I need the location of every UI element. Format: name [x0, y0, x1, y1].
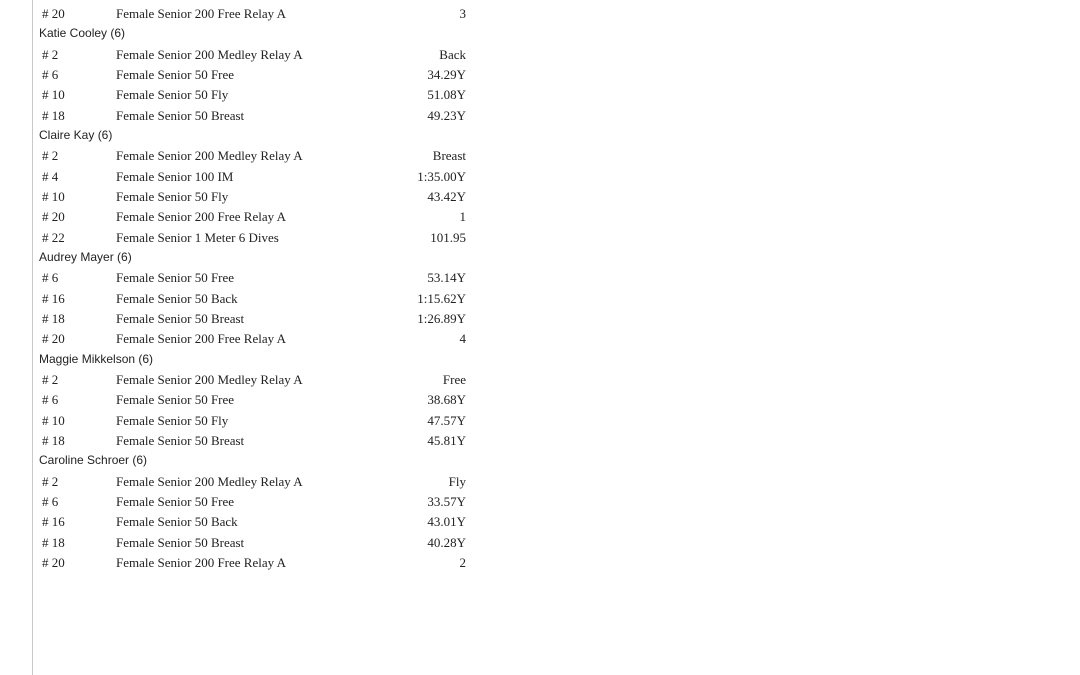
- entry-row: [0, 390, 520, 410]
- event-number: # 10: [42, 189, 65, 205]
- event-name: Female Senior 50 Breast: [116, 107, 245, 123]
- event-number: # 20: [42, 331, 65, 347]
- event-name: Female Senior 200 Medley Relay A: [116, 148, 303, 164]
- event-name: Female Senior 100 IM: [116, 168, 234, 184]
- entry-row: [0, 85, 520, 105]
- entry-time: Breast: [432, 148, 466, 164]
- event-number: # 16: [42, 290, 65, 306]
- swimmer-name: Claire Kay (6): [39, 127, 113, 142]
- entry-row: [0, 106, 520, 126]
- entry-time: 34.29Y: [427, 67, 466, 83]
- entry-time: 1: [459, 209, 466, 225]
- event-number: # 2: [42, 148, 59, 164]
- entry-row: [0, 167, 520, 187]
- entry-row: [0, 553, 520, 573]
- entry-time: Back: [439, 46, 466, 62]
- event-name: Female Senior 200 Medley Relay A: [116, 473, 303, 489]
- entry-row: [0, 146, 520, 166]
- entry-time: Fly: [448, 473, 466, 489]
- event-name: Female Senior 50 Free: [116, 67, 235, 83]
- entry-row: [0, 411, 520, 431]
- event-name: Female Senior 50 Breast: [116, 534, 245, 550]
- entries-list: [0, 4, 520, 573]
- event-number: # 2: [42, 372, 59, 388]
- event-number: # 18: [42, 534, 65, 550]
- swimmer-name: Maggie Mikkelson (6): [39, 351, 154, 366]
- entry-row: [0, 370, 520, 390]
- event-name: Female Senior 50 Fly: [116, 412, 229, 428]
- event-number: # 6: [42, 494, 59, 510]
- event-number: # 20: [42, 209, 65, 225]
- event-number: # 16: [42, 514, 65, 530]
- entry-row: [0, 309, 520, 329]
- entry-row: [0, 472, 520, 492]
- entry-row: [0, 187, 520, 207]
- event-name: Female Senior 200 Free Relay A: [116, 209, 287, 225]
- event-number: # 6: [42, 270, 59, 286]
- entry-row: [0, 431, 520, 451]
- event-number: # 20: [42, 555, 65, 571]
- event-name: Female Senior 50 Back: [116, 514, 238, 530]
- event-number: # 4: [42, 168, 59, 184]
- event-number: # 6: [42, 392, 59, 408]
- event-name: Female Senior 50 Free: [116, 270, 235, 286]
- entry-row: [0, 533, 520, 553]
- event-number: # 2: [42, 473, 59, 489]
- entry-row: [0, 228, 520, 248]
- entry-time: 49.23Y: [427, 107, 466, 123]
- entry-time: 1:15.62Y: [417, 290, 466, 306]
- entry-time: 45.81Y: [427, 433, 466, 449]
- event-name: Female Senior 200 Free Relay A: [116, 6, 287, 21]
- swimmer-name: Katie Cooley (6): [39, 26, 126, 41]
- entry-time: 4: [459, 331, 466, 347]
- event-number: # 18: [42, 107, 65, 123]
- event-name: Female Senior 200 Free Relay A: [116, 555, 287, 571]
- swimmer-name: Audrey Mayer (6): [39, 249, 132, 264]
- event-number: # 18: [42, 433, 65, 449]
- event-name: Female Senior 50 Free: [116, 392, 235, 408]
- entry-row: [0, 207, 520, 227]
- event-number: # 20: [42, 6, 65, 21]
- entry-time: 33.57Y: [427, 494, 466, 510]
- entry-time: 43.42Y: [427, 189, 466, 205]
- entry-time: 1:35.00Y: [417, 168, 466, 184]
- entry-time: Free: [442, 372, 466, 388]
- event-name: Female Senior 200 Free Relay A: [116, 331, 287, 347]
- entry-time: 2: [459, 555, 466, 571]
- entry-row: [0, 4, 520, 24]
- entry-time: 38.68Y: [427, 392, 466, 408]
- event-name: Female Senior 50 Free: [116, 494, 235, 510]
- entry-time: 43.01Y: [427, 514, 466, 530]
- event-number: # 22: [42, 229, 65, 245]
- event-name: Female Senior 50 Breast: [116, 311, 245, 327]
- swimmer-name: Caroline Schroer (6): [39, 453, 148, 468]
- event-number: # 6: [42, 67, 59, 83]
- event-name: Female Senior 50 Breast: [116, 433, 245, 449]
- event-number: # 18: [42, 311, 65, 327]
- entry-time: 51.08Y: [427, 87, 466, 103]
- entry-time: 47.57Y: [427, 412, 466, 428]
- entry-time: 40.28Y: [427, 534, 466, 550]
- event-number: # 10: [42, 87, 65, 103]
- event-number: # 2: [42, 46, 59, 62]
- entry-row: [0, 512, 520, 532]
- event-name: Female Senior 50 Fly: [116, 87, 229, 103]
- event-name: Female Senior 1 Meter 6 Dives: [116, 229, 279, 245]
- entry-row: [0, 45, 520, 65]
- entry-time: 101.95: [430, 229, 466, 245]
- entry-time: 53.14Y: [427, 270, 466, 286]
- entry-row: [0, 492, 520, 512]
- event-name: Female Senior 50 Fly: [116, 189, 229, 205]
- entry-row: [0, 65, 520, 85]
- event-name: Female Senior 200 Medley Relay A: [116, 46, 303, 62]
- entry-row: [0, 329, 520, 349]
- entry-row: [0, 268, 520, 288]
- event-number: # 10: [42, 412, 65, 428]
- entry-time: 3: [459, 6, 466, 21]
- event-name: Female Senior 50 Back: [116, 290, 238, 306]
- entry-row: [0, 289, 520, 309]
- event-name: Female Senior 200 Medley Relay A: [116, 372, 303, 388]
- entry-time: 1:26.89Y: [417, 311, 466, 327]
